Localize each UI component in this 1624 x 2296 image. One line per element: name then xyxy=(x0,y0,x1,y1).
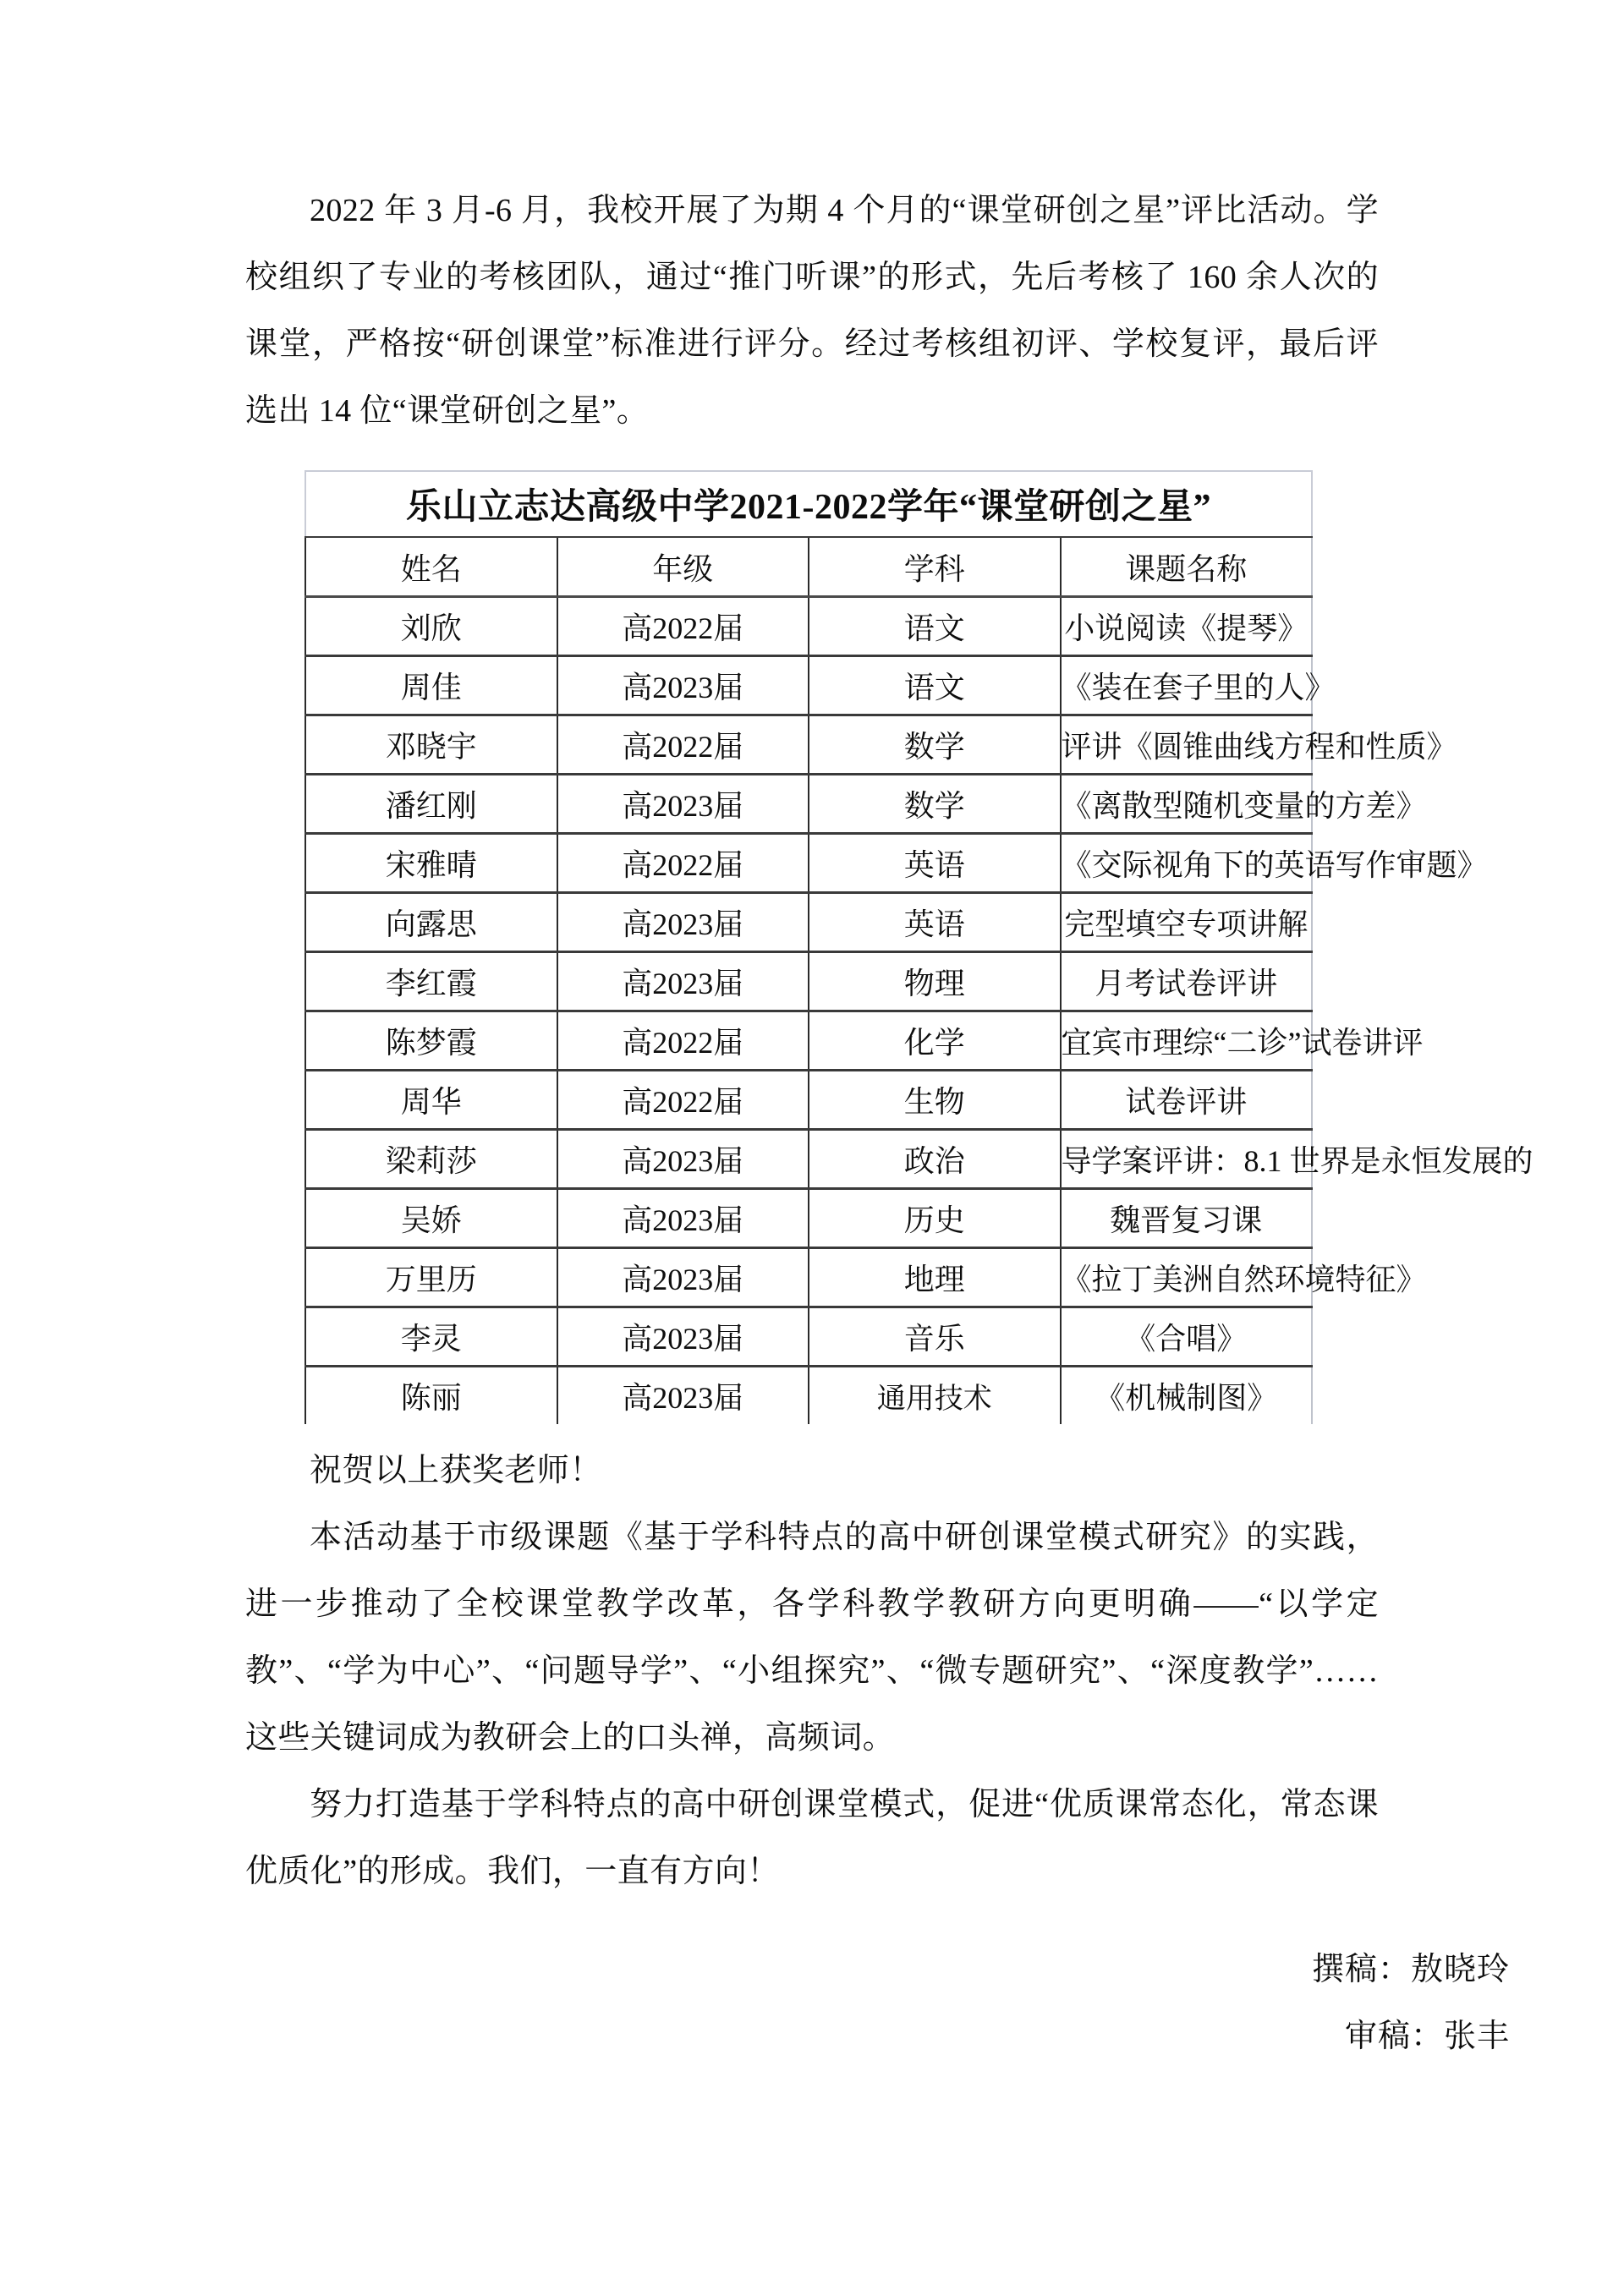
table-title-row xyxy=(305,471,1312,537)
cell-subject: 历史 xyxy=(809,1189,1061,1248)
cell-name: 李红霞 xyxy=(305,952,557,1011)
cell-grade: 高2023届 xyxy=(557,893,809,952)
cell-grade: 高2023届 xyxy=(557,656,809,715)
cell-name: 邓晓宇 xyxy=(305,715,557,775)
table-row xyxy=(305,715,1312,775)
cell-topic: 《合唱》 xyxy=(1061,1307,1313,1367)
award-table-container xyxy=(304,470,1533,1424)
cell-subject: 语文 xyxy=(809,597,1061,656)
cell-subject: 数学 xyxy=(809,775,1061,834)
table-row xyxy=(305,893,1312,952)
cell-grade: 高2023届 xyxy=(557,1367,809,1425)
cell-topic: 月考试卷评讲 xyxy=(1061,952,1313,1011)
table-row xyxy=(305,656,1312,715)
cell-subject: 数学 xyxy=(809,715,1061,775)
cell-name: 吴娇 xyxy=(305,1189,557,1248)
cell-grade: 高2023届 xyxy=(557,1189,809,1248)
cell-topic: 宜宾市理综“二诊”试卷讲评 xyxy=(1061,1011,1313,1071)
table-row xyxy=(305,834,1312,893)
table-row xyxy=(305,597,1312,656)
cell-grade: 高2023届 xyxy=(557,952,809,1011)
cell-subject: 通用技术 xyxy=(809,1367,1061,1425)
cell-subject: 地理 xyxy=(809,1248,1061,1307)
cell-name: 万里历 xyxy=(305,1248,557,1307)
signature-author: 撰稿：敖晓玲 xyxy=(1311,1952,1510,1987)
table-row xyxy=(305,952,1312,1011)
cell-name: 陈梦霞 xyxy=(305,1011,557,1071)
cell-subject: 音乐 xyxy=(809,1307,1061,1367)
cell-grade: 高2022届 xyxy=(557,715,809,775)
table-row xyxy=(305,1367,1312,1425)
cell-name: 宋雅晴 xyxy=(305,834,557,893)
cell-name: 向露思 xyxy=(305,893,557,952)
document-body xyxy=(245,178,1533,1905)
cell-name: 梁莉莎 xyxy=(305,1130,557,1189)
cell-name: 刘欣 xyxy=(305,597,557,656)
cell-subject: 语文 xyxy=(809,656,1061,715)
cell-name: 陈丽 xyxy=(305,1367,557,1425)
cell-topic: 小说阅读《提琴》 xyxy=(1061,597,1313,656)
column-header-subject: 学科 xyxy=(809,537,1061,597)
cell-topic: 《交际视角下的英语写作审题》 xyxy=(1061,834,1313,893)
cell-subject: 化学 xyxy=(809,1011,1061,1071)
cell-topic: 《离散型随机变量的方差》 xyxy=(1061,775,1313,834)
cell-name: 周华 xyxy=(305,1071,557,1130)
spacer-after-table xyxy=(245,1424,1379,1438)
cell-grade: 高2022届 xyxy=(557,834,809,893)
activity-basis-paragraph: 本活动基于市级课题《基于学科特点的高中研创课堂模式研究》的实践，进一步推动了全校课堂教学改革，各学科教学教研方向更明确——“以学定教”、“学为中心”、“问题导学”、“小组探究”、“微专题研究”、“深度教学”……这些关键词成为教研会上的口头禅，高频词。 xyxy=(245,1520,1379,1756)
cell-topic: 评讲《圆锥曲线方程和性质》 xyxy=(1061,715,1313,775)
award-table xyxy=(304,470,1533,1424)
column-header-topic: 课题名称 xyxy=(1061,537,1313,597)
intro-paragraph: 2022 年 3 月-6 月，我校开展了为期 4 个月的“课堂研创之星”评比活动。学校组织了专业的考核团队，通过“推门听课”的形式，先后考核了 160 余人次的课堂，严格按“研创课堂”标准进行评分。经过考核组初评、学校复评，最后评选出 14 位“课堂研创之星”。 xyxy=(245,193,1379,429)
cell-name: 李灵 xyxy=(305,1307,557,1367)
cell-subject: 英语 xyxy=(809,834,1061,893)
cell-topic: 完型填空专项讲解 xyxy=(1061,893,1313,952)
cell-grade: 高2022届 xyxy=(557,1011,809,1071)
table-row xyxy=(305,775,1312,834)
table-row xyxy=(305,1130,1312,1189)
cell-topic: 《装在套子里的人》 xyxy=(1061,656,1313,715)
table-title: 乐山立志达高级中学2021-2022学年“课堂研创之星” xyxy=(305,471,1312,537)
cell-topic: 魏晋复习课 xyxy=(1061,1189,1313,1248)
cell-grade: 高2023届 xyxy=(557,1307,809,1367)
table-row xyxy=(305,1307,1312,1367)
signature-reviewer: 审稿：张丰 xyxy=(1344,2019,1510,2054)
cell-grade: 高2023届 xyxy=(557,775,809,834)
table-row xyxy=(305,1248,1312,1307)
cell-topic: 《拉丁美洲自然环境特征》 xyxy=(1061,1248,1313,1307)
table-row xyxy=(305,1071,1312,1130)
cell-grade: 高2023届 xyxy=(557,1130,809,1189)
cell-subject: 物理 xyxy=(809,952,1061,1011)
cell-topic: 《机械制图》 xyxy=(1061,1367,1313,1425)
cell-topic: 试卷评讲 xyxy=(1061,1071,1313,1130)
table-row xyxy=(305,1011,1312,1071)
cell-subject: 政治 xyxy=(809,1130,1061,1189)
cell-name: 潘红刚 xyxy=(305,775,557,834)
spacer-before-table xyxy=(245,445,1379,470)
cell-grade: 高2022届 xyxy=(557,1071,809,1130)
cell-topic: 导学案评讲：8.1 世界是永恒发展的 xyxy=(1061,1130,1313,1189)
cell-subject: 英语 xyxy=(809,893,1061,952)
closing-paragraph: 努力打造基于学科特点的高中研创课堂模式，促进“优质课常态化，常态课优质化”的形成。我们，一直有方向！ xyxy=(245,1787,1379,1889)
signature-block xyxy=(1312,1937,1510,2070)
table-header-row xyxy=(305,537,1312,597)
cell-grade: 高2022届 xyxy=(557,597,809,656)
column-header-grade: 年级 xyxy=(557,537,809,597)
cell-subject: 生物 xyxy=(809,1071,1061,1130)
cell-name: 周佳 xyxy=(305,656,557,715)
column-header-name: 姓名 xyxy=(305,537,557,597)
congratulation-paragraph: 祝贺以上获奖老师！ xyxy=(310,1453,602,1488)
cell-grade: 高2023届 xyxy=(557,1248,809,1307)
table-row xyxy=(305,1189,1312,1248)
